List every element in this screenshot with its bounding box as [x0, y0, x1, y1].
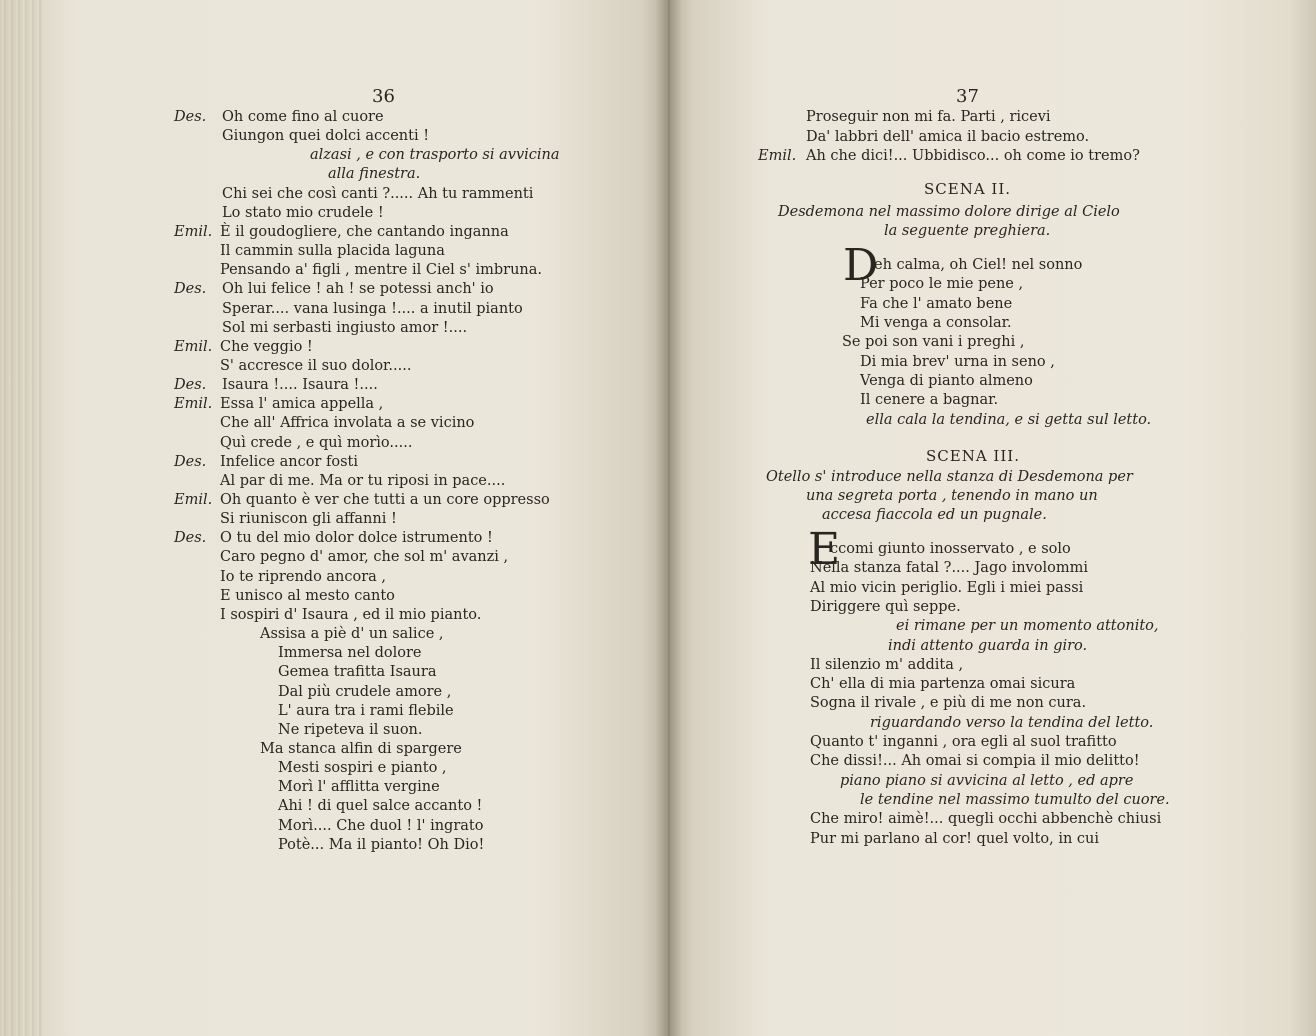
- verse-line: Dal più crudele amore ,: [278, 683, 452, 700]
- speaker-label: Emil.: [174, 338, 213, 355]
- verse-line: Oh quanto è ver che tutti a un core oppresso: [220, 492, 550, 508]
- speaker-label: Emil.: [174, 223, 213, 240]
- verse-line: Mesti sospiri e pianto ,: [278, 760, 447, 777]
- verse-line: Il cenere a bagnar.: [860, 392, 999, 409]
- stage-direction: piano piano si avvicina al letto , ed apre: [840, 772, 1134, 789]
- verse-line: Ah che dici!... Ubbidisco... oh come io tremo?: [806, 148, 1140, 164]
- verse-line: Morì.... Che duol ! l' ingrato: [278, 817, 484, 834]
- verse-line: Isaura !.... Isaura !....: [222, 377, 378, 394]
- verse-line: I sospiri d' Isaura , ed il mio pianto.: [220, 606, 482, 623]
- verse-line: Si riuniscon gli affanni !: [220, 511, 397, 528]
- verse-line: Al par di me. Ma or tu riposi in pace....: [220, 472, 506, 489]
- verse-line: Che veggio !: [220, 338, 313, 355]
- verse-line: Che all' Affrica involata a se vicino: [220, 415, 475, 432]
- verse-line: Proseguir non mi fa. Parti , ricevi: [806, 109, 1051, 125]
- verse-line: Pensando a' figli , mentre il Ciel s' imbruna.: [220, 262, 542, 279]
- verse-line: Sperar.... vana lusinga !.... a inutil pianto: [222, 300, 523, 317]
- verse-line: Fa che l' amato bene: [860, 295, 1013, 312]
- verse-line: Che miro! aimè!... quegli occhi abbenchè chiusi: [810, 811, 1162, 828]
- speaker-label: Emil.: [174, 492, 213, 508]
- verse-line: Oh come fino al cuore: [222, 109, 384, 125]
- verse-line: S' accresce il suo dolor.....: [220, 357, 412, 374]
- verse-line: Assisa a piè d' un salice ,: [260, 626, 444, 643]
- verse-line: Ma stanca alfin di spargere: [260, 740, 462, 757]
- verse-line: eh calma, oh Ciel! nel sonno: [874, 257, 1083, 273]
- speaker-label: Des.: [174, 453, 207, 470]
- stage-direction: riguardando verso la tendina del letto.: [870, 714, 1154, 731]
- right-page-number: 37: [956, 86, 979, 107]
- speaker-label: Emil.: [758, 148, 797, 164]
- drop-cap-d: D: [843, 240, 879, 291]
- speaker-label: Emil.: [174, 396, 213, 413]
- verse-line: Per poco le mie pene ,: [860, 276, 1024, 293]
- verse-line: Immersa nel dolore: [278, 645, 422, 662]
- verse-line: E unisco al mesto canto: [220, 587, 395, 604]
- verse-line: Ahi ! di quel salce accanto !: [278, 798, 483, 815]
- verse-line: Che dissi!... Ah omai si compia il mio delitto!: [810, 753, 1140, 770]
- verse-line: Da' labbri dell' amica il bacio estremo.: [806, 128, 1090, 145]
- verse-line: Infelice ancor fosti: [220, 453, 358, 470]
- scene-2-end-direction: ella cala la tendina, e si getta sul letto.: [866, 412, 1152, 428]
- verse-line: Pur mi parlano al cor! quel volto, in cui: [810, 830, 1100, 847]
- verse-line: Quì crede , e quì morìo.....: [220, 434, 413, 451]
- verse-line: Essa l' amica appella ,: [220, 396, 384, 413]
- verse-line: Sogna il rivale , e più di me non cura.: [810, 695, 1087, 712]
- verse-line: Sol mi serbasti ingiusto amor !....: [222, 319, 468, 336]
- verse-line: Venga di pianto almeno: [860, 372, 1033, 389]
- stage-direction: ei rimane per un momento attonito,: [896, 618, 1159, 635]
- verse-line: Caro pegno d' amor, che sol m' avanzi ,: [220, 549, 509, 566]
- scene-2-direction-line-2: la seguente preghiera.: [884, 223, 1051, 239]
- verse-line: Al mio vicin periglio. Egli i miei passi: [810, 579, 1084, 596]
- verse-line: Lo stato mio crudele !: [222, 204, 384, 221]
- scene-2-direction-line-1: Desdemona nel massimo dolore dirige al Cielo: [778, 204, 1120, 220]
- speaker-label: Des.: [174, 530, 207, 547]
- stage-direction: indi attento guarda in giro.: [888, 637, 1088, 654]
- verse-line: Il cammin sulla placida laguna: [220, 243, 445, 260]
- verse-line: Di mia brev' urna in seno ,: [860, 353, 1055, 370]
- scene-3-direction-line-3: accesa fiaccola ed un pugnale.: [822, 507, 1047, 523]
- speaker-label: Des.: [174, 109, 207, 125]
- scene-3-direction-line-1: Otello s' introduce nella stanza di Desdemona per: [766, 469, 1133, 485]
- verse-line: Quanto t' inganni , ora egli al suol trafitto: [810, 734, 1117, 750]
- verse-line: Ch' ella di mia partenza omai sicura: [810, 676, 1076, 693]
- verse-line: Oh lui felice ! ah ! se potessi anch' io: [222, 281, 494, 298]
- scene-3-title: SCENA III.: [926, 447, 1020, 465]
- verse-line: Chi sei che così canti ?..... Ah tu rammenti: [222, 185, 534, 202]
- verse-line: Gemea trafitta Isaura: [278, 664, 437, 681]
- verse-line: Se poi son vani i preghi ,: [842, 334, 1025, 351]
- stage-direction: alzasi , e con trasporto si avvicina: [310, 147, 560, 164]
- verse-line: ccomi giunto inosservato , e solo: [830, 541, 1071, 557]
- verse-line: L' aura tra i rami flebile: [278, 702, 454, 719]
- stage-direction: le tendine nel massimo tumulto del cuore.: [860, 791, 1170, 808]
- speaker-label: Des.: [174, 281, 207, 298]
- verse-line: Io te riprendo ancora ,: [220, 568, 387, 585]
- verse-line: Nella stanza fatal ?.... Jago involommi: [810, 560, 1088, 577]
- verse-line: Diriggere quì seppe.: [810, 598, 961, 615]
- page-edges: [0, 0, 42, 1036]
- verse-line: Il silenzio m' addita ,: [810, 656, 964, 673]
- verse-line: Ne ripeteva il suon.: [278, 721, 423, 738]
- left-page-number: 36: [372, 86, 395, 107]
- verse-line: Giungon quei dolci accenti !: [222, 128, 430, 145]
- drop-cap-e: E: [808, 524, 841, 575]
- verse-line: Morì l' afflitta vergine: [278, 779, 440, 796]
- verse-line: È il goudogliere, che cantando inganna: [220, 223, 509, 240]
- scene-2-title: SCENA II.: [924, 180, 1012, 198]
- verse-line: Potè... Ma il pianto! Oh Dio!: [278, 836, 485, 853]
- verse-line: Mi venga a consolar.: [860, 314, 1012, 331]
- stage-direction: alla finestra.: [328, 166, 421, 183]
- book-gutter: [656, 0, 682, 1036]
- speaker-label: Des.: [174, 377, 207, 394]
- scene-3-direction-line-2: una segreta porta , tenendo in mano un: [806, 488, 1098, 504]
- verse-line: O tu del mio dolor dolce istrumento !: [220, 530, 493, 547]
